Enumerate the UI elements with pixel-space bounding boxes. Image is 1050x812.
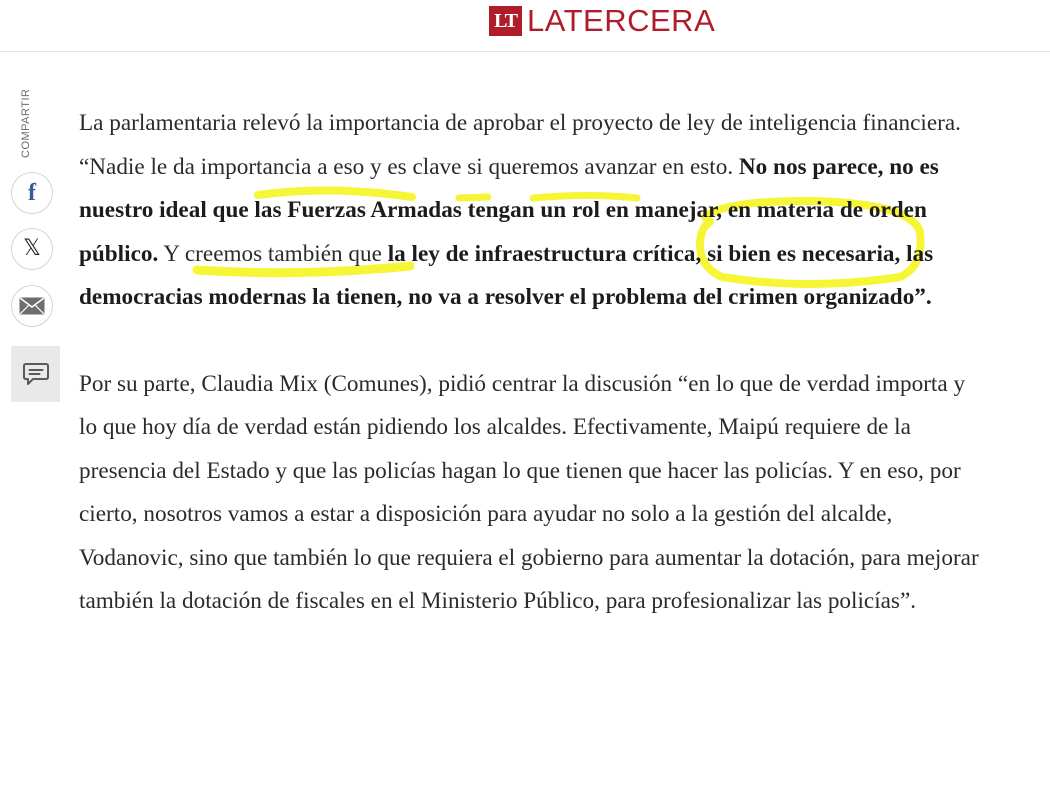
- share-email-button[interactable]: [11, 285, 53, 327]
- site-logo[interactable]: [489, 4, 715, 38]
- share-x-button[interactable]: [11, 228, 53, 270]
- email-icon: [19, 297, 45, 315]
- logo-text: LATERCERA: [527, 3, 716, 38]
- logo-mark: LT: [489, 6, 522, 36]
- article-paragraph: [79, 102, 979, 320]
- site-header: [0, 0, 1050, 52]
- paragraph-text: La parlamentaria relevó la importancia de aprobar el proyecto de ley de inteligencia financiera. “Nadie le da importancia a eso y es clave si queremos avanzar en esto.: [79, 110, 961, 180]
- bold-quote: No nos parece, no es nuestro ideal que las Fuerzas Armadas tengan un rol en manejar, en materia de orden público.: [79, 153, 939, 267]
- facebook-icon: f: [28, 180, 36, 206]
- bold-quote: la ley de infraestructura crítica, si bien es necesaria, las democracias modernas la tienen, no va a resolver el problema del crimen organizado”.: [79, 240, 934, 310]
- comments-button[interactable]: [11, 346, 60, 402]
- paragraph-text: Y creemos también que: [158, 240, 388, 267]
- comment-icon: [22, 361, 50, 387]
- share-facebook-button[interactable]: [11, 172, 53, 214]
- article-body: [79, 102, 979, 624]
- x-icon: 𝕏: [23, 236, 41, 261]
- share-label: COMPARTIR: [20, 88, 32, 158]
- article-paragraph: Por su parte, Claudia Mix (Comunes), pidió centrar la discusión “en lo que de verdad importa y lo que hoy día de verdad están pidiendo los alcaldes. Efectivamente, Maipú requiere de la presencia del Estado y que las policías hagan lo que tienen que hacer las policías. Y en eso, por cierto, nosotros vamos a estar a disposición para ayudar no solo a la gestión del alcalde, Vodanovic, sino que también lo que requiera el gobierno para aumentar la dotación, para mejorar también la dotación de fiscales en el Ministerio Público, para profesionalizar las policías”.: [79, 370, 979, 614]
